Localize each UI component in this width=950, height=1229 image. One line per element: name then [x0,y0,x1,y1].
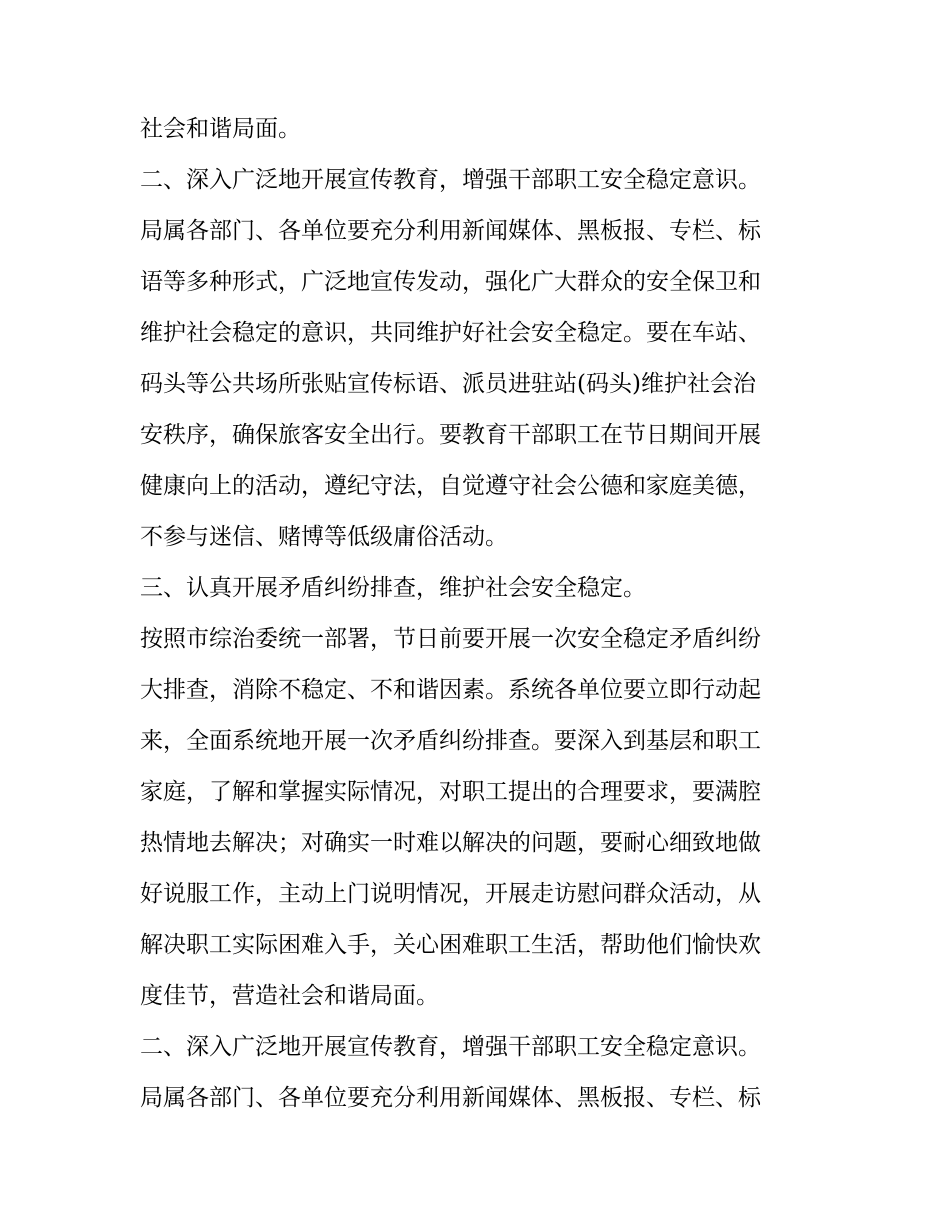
text-line: 按照市综治委统一部署，节日前要开展一次安全稳定矛盾纠纷 [140,626,761,652]
text-line: 解决职工实际困难入手，关心困难职工生活，帮助他们愉快欢 [140,932,761,958]
text-line: 语等多种形式，广泛地宣传发动，强化广大群众的安全保卫和 [140,269,761,295]
document-body [140,104,820,1124]
text-line: 不参与迷信、赌博等低级庸俗活动。 [140,524,508,550]
text-line: 热情地去解决；对确实一时难以解决的问题，要耐心细致地做 [140,830,761,856]
text-line: 健康向上的活动，遵纪守法，自觉遵守社会公德和家庭美德， [140,473,761,499]
text-line: 度佳节，营造社会和谐局面。 [140,983,439,1009]
text-line: 来，全面系统地开展一次矛盾纠纷排查。要深入到基层和职工 [140,728,761,754]
text-line: 局属各部门、各单位要充分利用新闻媒体、黑板报、专栏、标 [140,218,761,244]
section-heading: 二、深入广泛地开展宣传教育，增强干部职工安全稳定意识。 [140,1034,761,1060]
text-line: 码头等公共场所张贴宣传标语、派员进驻站(码头)维护社会治 [140,371,756,397]
section-heading: 三、认真开展矛盾纠纷排查，维护社会安全稳定。 [140,575,646,601]
text-line: 局属各部门、各单位要充分利用新闻媒体、黑板报、专栏、标 [140,1085,761,1111]
text-line: 社会和谐局面。 [140,116,301,142]
section-heading: 二、深入广泛地开展宣传教育，增强干部职工安全稳定意识。 [140,167,761,193]
text-line: 家庭，了解和掌握实际情况，对职工提出的合理要求，要满腔 [140,779,761,805]
text-line: 安秩序，确保旅客安全出行。要教育干部职工在节日期间开展 [140,422,761,448]
text-line: 维护社会稳定的意识，共同维护好社会安全稳定。要在车站、 [140,320,761,346]
text-line: 好说服工作，主动上门说明情况，开展走访慰问群众活动，从 [140,881,761,907]
text-line: 大排查，消除不稳定、不和谐因素。系统各单位要立即行动起 [140,677,761,703]
